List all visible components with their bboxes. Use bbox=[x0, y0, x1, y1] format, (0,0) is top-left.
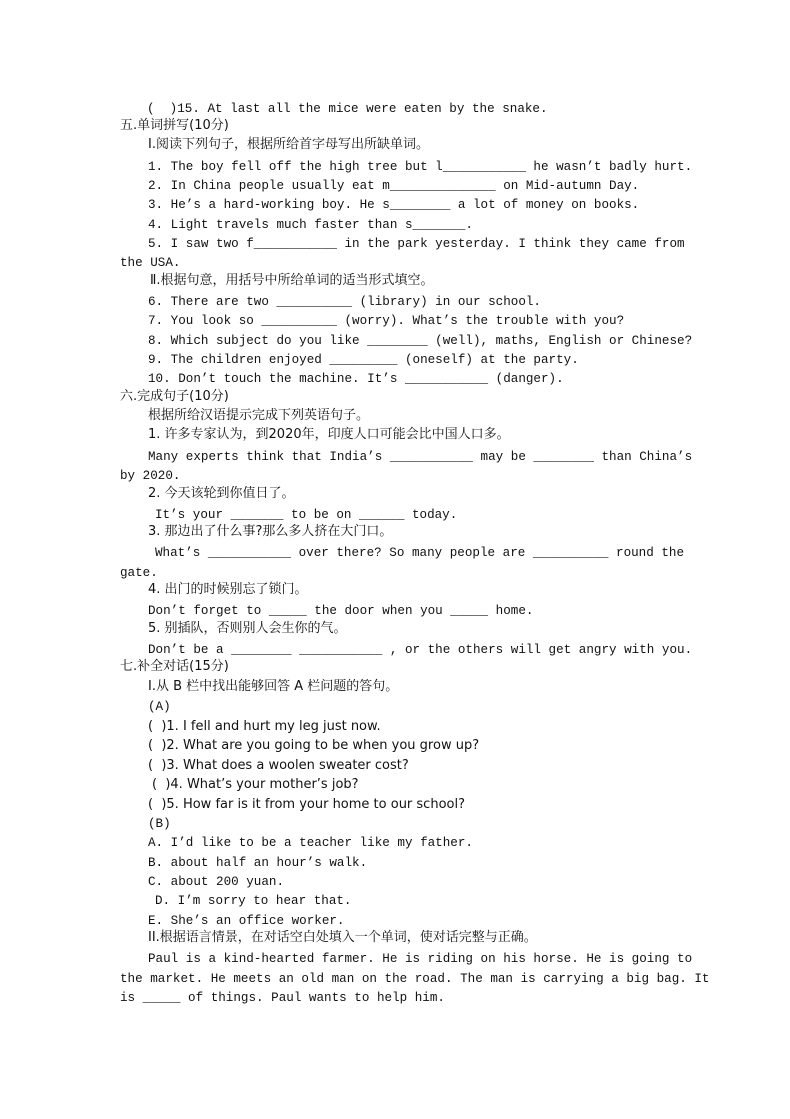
passage-line-2: the market. He meets an old man on the road. The man is carrying a big bag. It bbox=[120, 972, 710, 986]
section-6-instruction: 根据所给汉语提示完成下列英语句子。 bbox=[148, 408, 370, 423]
column-a-item-1: ( )1. I fell and hurt my leg just now. bbox=[148, 719, 381, 734]
sentence-3-english-cont: gate. bbox=[120, 566, 158, 580]
form-item-7: 7. You look so __________ (worry). What’s the trouble with you? bbox=[148, 314, 625, 328]
section-5-heading: 五.单词拼写(10分) bbox=[120, 118, 229, 133]
spelling-item-4: 4. Light travels much faster than s_______. bbox=[148, 218, 473, 232]
column-b-option-a: A. I’d like to be a teacher like my father. bbox=[148, 836, 473, 850]
sentence-3-english: What’s ___________ over there? So many people are __________ round the bbox=[155, 546, 685, 560]
column-a-item-4: ( )4. What’s your mother’s job? bbox=[152, 777, 359, 792]
question-15: ( )15. At last all the mice were eaten by the snake. bbox=[147, 102, 548, 116]
sentence-2-english: It’s your _______ to be on ______ today. bbox=[155, 508, 458, 522]
sentence-3-chinese: 3. 那边出了什么事?那么多人挤在大门口。 bbox=[148, 524, 393, 539]
form-item-8: 8. Which subject do you like ________ (well), maths, English or Chinese? bbox=[148, 334, 693, 348]
form-item-10: 10. Don’t touch the machine. It’s ___________ (danger). bbox=[148, 372, 564, 386]
column-b-option-b: B. about half an hour’s walk. bbox=[148, 856, 368, 870]
sentence-4-chinese: 4. 出门的时候别忘了锁门。 bbox=[148, 582, 308, 597]
spelling-item-5-cont: the USA. bbox=[120, 256, 181, 270]
spelling-item-3: 3. He’s a hard-working boy. He s________ a lot of money on books. bbox=[148, 198, 640, 212]
spelling-item-5: 5. I saw two f___________ in the park yesterday. I think they came from bbox=[148, 237, 685, 251]
sentence-1-english-cont: by 2020. bbox=[120, 469, 181, 483]
sentence-5-english: Don’t be a ________ ___________ , or the others will get angry with you. bbox=[148, 643, 693, 657]
column-a-item-5: ( )5. How far is it from your home to our school? bbox=[148, 797, 465, 812]
spelling-item-1: 1. The boy fell off the high tree but l___________ he wasn’t badly hurt. bbox=[148, 160, 693, 174]
column-b-option-c: C. about 200 yuan. bbox=[148, 875, 285, 889]
dialogue-part-1-instruction: I.从 B 栏中找出能够回答 A 栏问题的答句。 bbox=[148, 679, 399, 694]
spelling-item-2: 2. In China people usually eat m______________ on Mid-autumn Day. bbox=[148, 179, 640, 193]
column-a-item-3: ( )3. What does a woolen sweater cost? bbox=[148, 758, 409, 773]
sentence-4-english: Don’t forget to _____ the door when you _____ home. bbox=[148, 604, 534, 618]
sentence-1-chinese: 1. 许多专家认为，到2020年，印度人口可能会比中国人口多。 bbox=[148, 427, 510, 442]
sentence-1-english: Many experts think that India’s ___________ may be ________ than China’s bbox=[148, 450, 693, 464]
form-item-9: 9. The children enjoyed _________ (oneself) at the party. bbox=[148, 353, 579, 367]
column-a-label: (A) bbox=[148, 700, 171, 714]
form-item-6: 6. There are two __________ (library) in our school. bbox=[148, 295, 541, 309]
dialogue-part-2-instruction: II.根据语言情景，在对话空白处填入一个单词，使对话完整与正确。 bbox=[148, 930, 537, 945]
column-b-option-e: E. She’s an office worker. bbox=[148, 914, 345, 928]
sentence-2-chinese: 2. 今天该轮到你值日了。 bbox=[148, 486, 295, 501]
sentence-5-chinese: 5. 别插队，否则别人会生你的气。 bbox=[148, 621, 347, 636]
column-a-item-2: ( )2. What are you going to be when you grow up? bbox=[148, 738, 480, 753]
section-7-heading: 七.补全对话(15分) bbox=[120, 659, 229, 674]
section-6-heading: 六.完成句子(10分) bbox=[120, 389, 229, 404]
column-b-label: (B) bbox=[148, 817, 171, 831]
column-b-option-d: D. I’m sorry to hear that. bbox=[155, 894, 352, 908]
part-1-instruction: Ⅰ.阅读下列句子，根据所给首字母写出所缺单词。 bbox=[148, 137, 429, 152]
passage-line-1: Paul is a kind-hearted farmer. He is riding on his horse. He is going to bbox=[148, 952, 693, 966]
part-2-instruction: Ⅱ.根据句意，用括号中所给单词的适当形式填空。 bbox=[150, 273, 434, 288]
passage-line-3: is _____ of things. Paul wants to help him. bbox=[120, 991, 445, 1005]
